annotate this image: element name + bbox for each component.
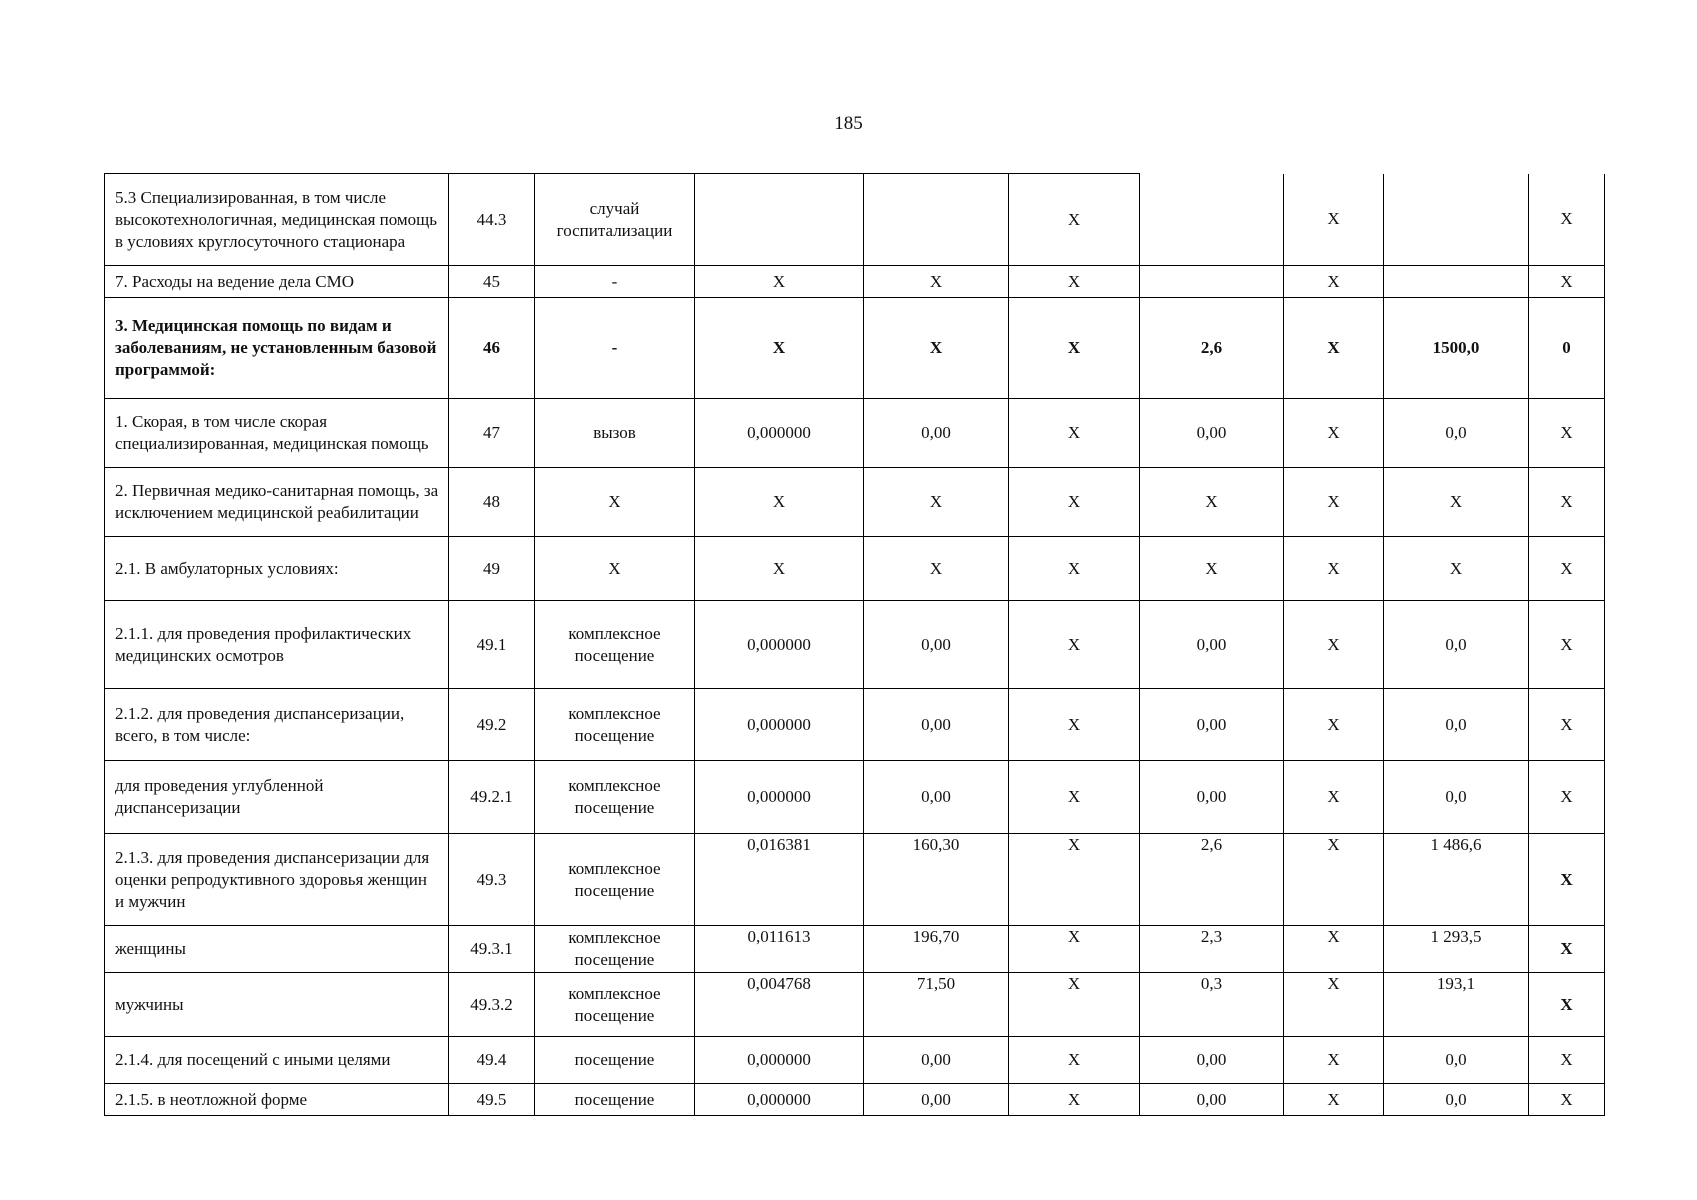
cell-col8: Х: [1284, 537, 1384, 601]
row-unit: вызов: [535, 399, 695, 468]
cell-col8: Х: [1284, 973, 1384, 1037]
cell-col9: 193,1: [1384, 973, 1529, 1037]
row-unit: Х: [535, 468, 695, 537]
cell-col9: Х: [1384, 537, 1529, 601]
cell-col8: Х: [1284, 834, 1384, 926]
cell-col5: 160,30: [864, 834, 1009, 926]
cell-col6: Х: [1009, 399, 1140, 468]
row-name: 2.1.2. для проведения диспансеризации, всего, в том числе:: [105, 689, 449, 761]
cell-col7: 0,00: [1140, 761, 1284, 834]
cell-col4: 0,004768: [695, 973, 864, 1037]
row-name: женщины: [105, 926, 449, 973]
cell-col9: [1384, 266, 1529, 298]
row-unit: комплексное посещение: [535, 973, 695, 1037]
table-row: [105, 537, 1605, 601]
cell-col5: Х: [864, 537, 1009, 601]
cell-col9: 0,0: [1384, 399, 1529, 468]
row-line-number: 49.2: [449, 689, 535, 761]
cell-col6: Х: [1009, 174, 1140, 266]
cell-col7: 0,00: [1140, 1037, 1284, 1084]
table-row: [105, 266, 1605, 298]
cell-col5: 0,00: [864, 399, 1009, 468]
table-row: [105, 174, 1605, 266]
row-name: 5.3 Специализированная, в том числе высокотехнологичная, медицинская помощь в условиях круглосуточного стационара: [105, 174, 449, 266]
cell-col7: 0,00: [1140, 601, 1284, 689]
cell-col6: Х: [1009, 834, 1140, 926]
cell-col10: Х: [1529, 834, 1605, 926]
cell-col10: Х: [1529, 399, 1605, 468]
cell-col5: Х: [864, 266, 1009, 298]
cell-col6: Х: [1009, 266, 1140, 298]
table-row: [105, 468, 1605, 537]
cell-col6: Х: [1009, 468, 1140, 537]
cell-col9: 1500,0: [1384, 298, 1529, 399]
cell-col5: 0,00: [864, 689, 1009, 761]
cell-col10: Х: [1529, 689, 1605, 761]
table-row: [105, 399, 1605, 468]
row-line-number: 48: [449, 468, 535, 537]
cell-col6: Х: [1009, 601, 1140, 689]
row-line-number: 49: [449, 537, 535, 601]
cell-col10: Х: [1529, 1084, 1605, 1116]
cell-col7: Х: [1140, 468, 1284, 537]
cell-col4: Х: [695, 266, 864, 298]
row-line-number: 49.3.2: [449, 973, 535, 1037]
cell-col4: 0,011613: [695, 926, 864, 973]
row-name: мужчины: [105, 973, 449, 1037]
cell-col7: 0,00: [1140, 1084, 1284, 1116]
row-name: для проведения углубленной диспансеризации: [105, 761, 449, 834]
table-row: [105, 689, 1605, 761]
cell-col4: 0,000000: [695, 761, 864, 834]
table-row: [105, 834, 1605, 926]
cell-col5: 71,50: [864, 973, 1009, 1037]
row-unit: -: [535, 298, 695, 399]
cell-col4: [695, 174, 864, 266]
table-row: [105, 298, 1605, 399]
row-name: 3. Медицинская помощь по видам и заболеваниям, не установленным базовой программой:: [105, 298, 449, 399]
cell-col10: Х: [1529, 761, 1605, 834]
row-name: 2.1.4. для посещений с иными целями: [105, 1037, 449, 1084]
row-name: 2.1.3. для проведения диспансеризации для оценки репродуктивного здоровья женщин и мужчин: [105, 834, 449, 926]
cell-col6: Х: [1009, 298, 1140, 399]
cell-col8: Х: [1284, 298, 1384, 399]
cell-col9: 0,0: [1384, 689, 1529, 761]
cell-col5: [864, 174, 1009, 266]
cell-col10: 0: [1529, 298, 1605, 399]
cell-col6: Х: [1009, 537, 1140, 601]
page-number: 185: [834, 113, 863, 134]
cell-col7: 0,00: [1140, 689, 1284, 761]
table-row: [105, 1084, 1605, 1116]
cell-col7: Х: [1140, 537, 1284, 601]
row-name: 2.1.1. для проведения профилактических медицинских осмотров: [105, 601, 449, 689]
cell-col5: 0,00: [864, 761, 1009, 834]
cell-col9: 0,0: [1384, 1037, 1529, 1084]
cell-col10: Х: [1529, 1037, 1605, 1084]
cell-col10: Х: [1529, 601, 1605, 689]
cell-col7: 0,3: [1140, 973, 1284, 1037]
cell-col5: 196,70: [864, 926, 1009, 973]
row-line-number: 46: [449, 298, 535, 399]
row-unit: комплексное посещение: [535, 834, 695, 926]
row-line-number: 45: [449, 266, 535, 298]
cell-col5: 0,00: [864, 1037, 1009, 1084]
row-unit: комплексное посещение: [535, 601, 695, 689]
cell-col6: Х: [1009, 926, 1140, 973]
cell-col8: Х: [1284, 468, 1384, 537]
cell-col9: [1384, 174, 1529, 266]
cell-col8: Х: [1284, 926, 1384, 973]
cell-col5: 0,00: [864, 1084, 1009, 1116]
cell-col8: Х: [1284, 266, 1384, 298]
table-row: [105, 926, 1605, 973]
cell-col4: Х: [695, 537, 864, 601]
cell-col7: [1140, 174, 1284, 266]
row-unit: посещение: [535, 1084, 695, 1116]
cell-col9: 1 486,6: [1384, 834, 1529, 926]
cell-col9: 0,0: [1384, 1084, 1529, 1116]
row-unit: случай госпитализации: [535, 174, 695, 266]
cell-col5: 0,00: [864, 601, 1009, 689]
cell-col10: Х: [1529, 266, 1605, 298]
cell-col8: Х: [1284, 601, 1384, 689]
cell-col5: Х: [864, 468, 1009, 537]
table-row: [105, 761, 1605, 834]
cell-col6: Х: [1009, 1037, 1140, 1084]
cell-col4: Х: [695, 468, 864, 537]
row-unit: комплексное посещение: [535, 761, 695, 834]
cell-col6: Х: [1009, 1084, 1140, 1116]
cell-col4: 0,000000: [695, 1037, 864, 1084]
cell-col4: 0,016381: [695, 834, 864, 926]
cell-col7: 2,6: [1140, 298, 1284, 399]
table-row: [105, 601, 1605, 689]
row-unit: -: [535, 266, 695, 298]
row-line-number: 49.2.1: [449, 761, 535, 834]
row-name: 7. Расходы на ведение дела СМО: [105, 266, 449, 298]
cell-col10: Х: [1529, 468, 1605, 537]
data-table: [104, 173, 1605, 1116]
row-line-number: 47: [449, 399, 535, 468]
row-line-number: 49.4: [449, 1037, 535, 1084]
cell-col9: 1 293,5: [1384, 926, 1529, 973]
cell-col9: Х: [1384, 468, 1529, 537]
cell-col10: Х: [1529, 537, 1605, 601]
row-unit: комплексное посещение: [535, 689, 695, 761]
table-row: [105, 973, 1605, 1037]
row-name: 2.1. В амбулаторных условиях:: [105, 537, 449, 601]
row-line-number: 49.3.1: [449, 926, 535, 973]
cell-col9: 0,0: [1384, 601, 1529, 689]
cell-col4: 0,000000: [695, 601, 864, 689]
cell-col8: Х: [1284, 689, 1384, 761]
row-unit: комплексное посещение: [535, 926, 695, 973]
row-unit: Х: [535, 537, 695, 601]
cell-col7: 0,00: [1140, 399, 1284, 468]
cell-col8: Х: [1284, 174, 1384, 266]
row-name: 1. Скорая, в том числе скорая специализированная, медицинская помощь: [105, 399, 449, 468]
cell-col10: Х: [1529, 973, 1605, 1037]
cell-col5: Х: [864, 298, 1009, 399]
cell-col10: Х: [1529, 174, 1605, 266]
row-line-number: 49.5: [449, 1084, 535, 1116]
row-line-number: 44.3: [449, 174, 535, 266]
cell-col4: Х: [695, 298, 864, 399]
cell-col7: 2,3: [1140, 926, 1284, 973]
cell-col8: Х: [1284, 761, 1384, 834]
row-name: 2. Первичная медико-санитарная помощь, за исключением медицинской реабилитации: [105, 468, 449, 537]
cell-col7: [1140, 266, 1284, 298]
cell-col10: Х: [1529, 926, 1605, 973]
row-line-number: 49.1: [449, 601, 535, 689]
cell-col6: Х: [1009, 761, 1140, 834]
cell-col4: 0,000000: [695, 1084, 864, 1116]
cell-col8: Х: [1284, 1084, 1384, 1116]
cell-col8: Х: [1284, 399, 1384, 468]
cell-col6: Х: [1009, 973, 1140, 1037]
cell-col4: 0,000000: [695, 689, 864, 761]
cell-col8: Х: [1284, 1037, 1384, 1084]
row-line-number: 49.3: [449, 834, 535, 926]
cell-col4: 0,000000: [695, 399, 864, 468]
cell-col9: 0,0: [1384, 761, 1529, 834]
table-row: [105, 1037, 1605, 1084]
row-name: 2.1.5. в неотложной форме: [105, 1084, 449, 1116]
cell-col7: 2,6: [1140, 834, 1284, 926]
row-unit: посещение: [535, 1037, 695, 1084]
cell-col6: Х: [1009, 689, 1140, 761]
